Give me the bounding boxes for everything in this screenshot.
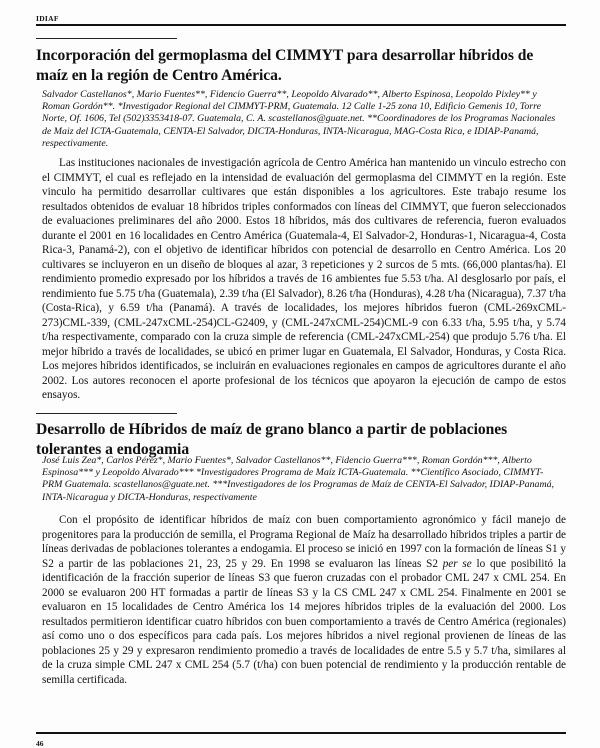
page-number: 46 [36,739,44,748]
article-1-authors: Salvador Castellanos*, Mario Fuentes**, Fidencio Guerra**, Leopoldo Alvarado**, Alberto Espinosa, Leopoldo Pixley** y Roman Gordón**. *Investigador Regional del CIMMYT-PRM, Guatemala. 12 Calle 1-25 zona 10, Edificio Gemenis 10, Torre Norte, Of. 1606, Tel (502)3353418-07. Guatemala, C. A. scastellanos@guate.net. **Coordinadores de los Programas Nacionales de Maiz del ICTA-Guatemala, CENTA-El Salvador, DICTA-Honduras, INTA-Nicaragua, MAG-Costa Rica, e IDIAP-Panamá, respectivamente. [42,89,556,149]
article-1-title: Incorporación del germoplasma del CIMMYT para desarrollar híbridos de maíz en la región de Centro América. [36,47,534,84]
article-2-body [42,513,566,687]
running-head: IDIAF [36,14,59,23]
article-2-body-part-1: Con el propósito de identificar híbridos de maíz con buen comportamiento agronómico y fácil manejo de progenitores para la producción de semilla, el Programa Regional de Maíz ha desarrollado híbridos triples a partir de líneas derivadas de poblaciones tolerantes a endogamia. El proceso se inició en 1997 con la formación de líneas S1 y S2 a partir de las poblaciones 21, 23, 25 y 29. En 1998 se evaluaron las líneas S2 [42,514,566,570]
article-2-separator-rule [36,413,177,414]
article-2-authors: José Luis Zea*, Carlos Pérez*, Mario Fuentes*, Salvador Castellanos**, Fidencio Guerra***, Roman Gordón***, Alberto Espinosa*** y Leopoldo Alvarado*** *Investigadores Programa de Maíz ICTA-Guatemala. **Científico Asociado, CIMMYT-PRM Guatemala. scastellanos@guate.net. ***Investigadores de los Programas de Maíz de CENTA-El Salvador, IDIAP-Panamá, INTA-Nicaragua y DICTA-Honduras, respectivamente [42,455,554,503]
article-1-separator-rule [36,38,177,39]
article-2-body-italic-term: per se [442,557,472,570]
header-rule [36,24,566,26]
document-page [36,0,566,747]
article-1-body: Las instituciones nacionales de investigación agrícola de Centro América han mantenido un vinculo estrecho con el CIMMYT, el cual es reflejado en la intensidad de evaluación del germoplasma del CIMMYT en la región. Este vinculo ha permitido desarrollar cultivares que están disponibles a los agricultores. Este trabajo resume los resultados obtenidos de evaluar 18 híbridos triples conformados con líneas del CIMMYT, que fueron seleccionados de evaluaciones preliminares del año 2000. Estos 18 híbridos, más dos cultivares de referencia, fueron evaluados durante el 2001 en 16 localidades en Centro América (Guatemala-4, El Salvador-2, Honduras-1, Nicaragua-4, Costa Rica-3, Panamá-2), con el objetivo de identificar híbridos con potencial de desarrollo en Centro América. Los 20 cultivares se incluyeron en un diseño de bloques al azar, 3 repeticiones y 2 surcos de 5 mts. (66,000 plantas/ha). El rendimiento promedio expresado por los híbridos a través de 16 ambientes fue 5.53 t/ha. Al desglosarlo por país, el rendimiento fue 5.75 t/ha (Guatemala), 2.39 t/ha (El Salvador), 8.26 t/ha (Honduras), 4.28 t/ha (Nicaragua), 7.37 t/ha (Costa-Rica), y 6.59 t/ha (Panamá). A través de localidades, los mejores híbridos fueron (CML-269xCML-273)CML-339, (CML-247xCML-254)CL-G2409, y (CML-247xCML-254)CML-9 con 6.33 t/ha, 5.95 t/ha, y 5.74 t/ha respectivamente, comparado con la cruza simple de referencia (CML-247xCML-254) que produjo 5.76 t/ha. El mejor híbrido a través de localidades, se ubicó en primer lugar en Guatemala, El Salvador, Honduras, y Costa Rica. Los mejores híbridos identificados, se incluirán en evaluaciones regionales en campos de agricultores durante el año 2002. Los autores reconocen el aporte profesional de los técnicos que apoyaron la ejecución de campo de estos ensayos. [42,157,566,401]
article-2-title: Desarrollo de Híbridos de maíz de grano blanco a partir de poblaciones tolerantes a endogamia [36,421,508,458]
footer-rule [36,732,566,734]
article-2-body-part-2: lo que posibilitó la identificación de la fracción superior de líneas S3 que fueron cruzadas con el probador CML 247 x CML 254. En 2000 se evaluaron 200 HT formadas a partir de líneas S3 y la CS CML 247 x CML 254. Finalmente en 2001 se evaluaron en 15 localidades de Centro América los 14 mejores híbridos triples de la evaluación del 2000. Los resultados permitieron identificar cuatro híbridos con buen comportamiento a través de Centro América (regionales) así como uno o dos específicos para cada país. Los mejores híbridos a nivel regional provienen de líneas de las poblaciones 25 y 29 y expresaron rendimiento promedio a través de localidades de entre 5.5 y 5.7 t/ha, similares al de la cruza simple CML 247 x CML 254 (5.7 (t/ha) con buen potencial de rendimiento y la producción rentable de semilla certificada. [42,557,567,686]
